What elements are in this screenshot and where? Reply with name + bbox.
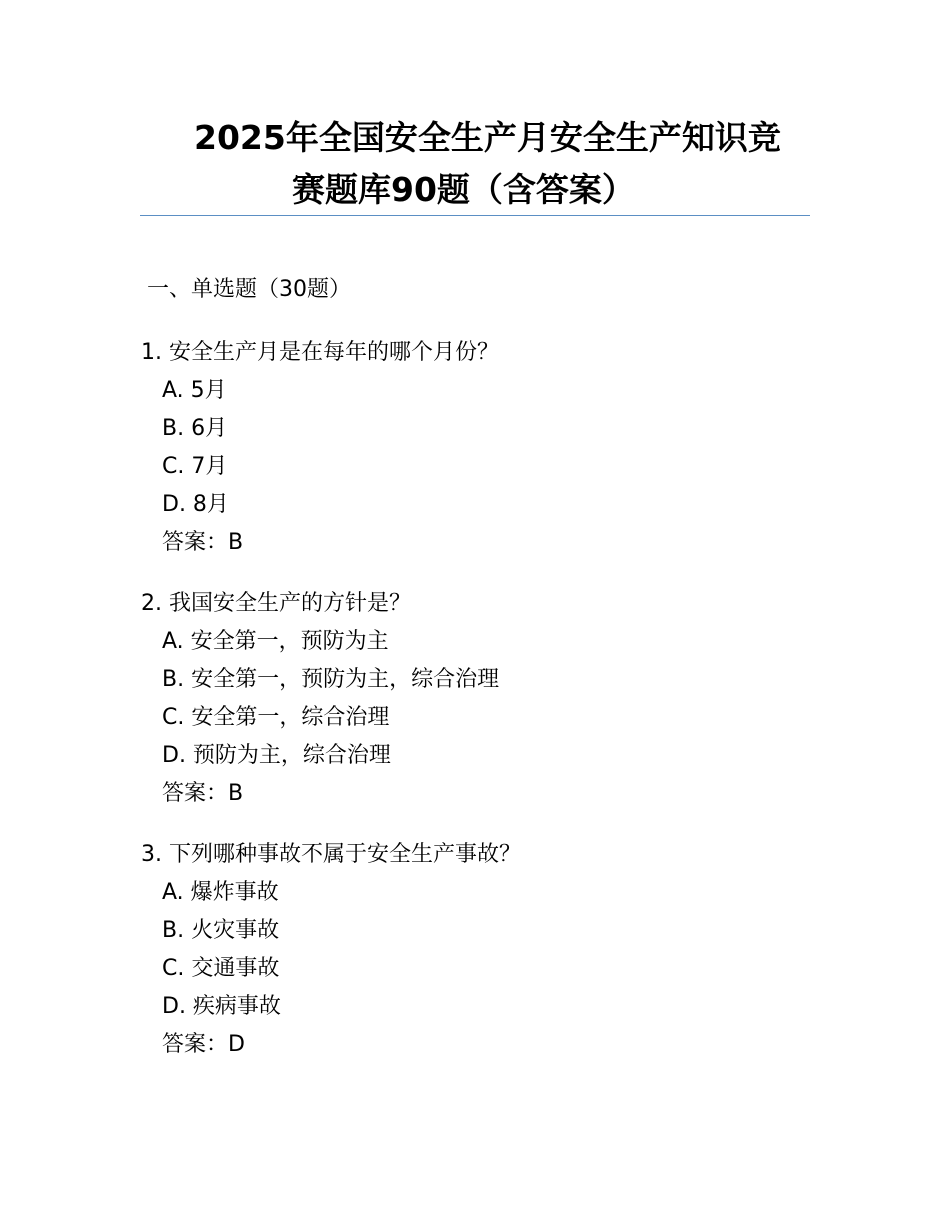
- option-a: A. 安全第一，预防为主: [162, 629, 389, 654]
- question-stem: 1. 安全生产月是在每年的哪个月份？: [141, 340, 499, 365]
- question-1: [141, 334, 821, 562]
- title-line-1: 2025年全国安全生产月安全生产知识竞: [194, 118, 781, 157]
- question-stem: 2. 我国安全生产的方针是？: [141, 591, 411, 616]
- document-title: [140, 112, 810, 216]
- question-3: [141, 836, 821, 1064]
- option-d: D. 8月: [162, 492, 229, 517]
- section-heading: 一、单选题（30题）: [147, 277, 351, 302]
- option-d: D. 预防为主，综合治理: [162, 743, 391, 768]
- option-b: B. 安全第一，预防为主，综合治理: [162, 667, 500, 692]
- option-a: A. 5月: [162, 378, 227, 403]
- option-c: C. 交通事故: [162, 956, 280, 981]
- option-b: B. 6月: [162, 416, 228, 441]
- question-2: [141, 585, 821, 813]
- answer: 答案：D: [162, 1032, 245, 1057]
- question-stem: 3. 下列哪种事故不属于安全生产事故？: [141, 842, 521, 867]
- answer: 答案：B: [162, 781, 244, 806]
- answer: 答案：B: [162, 530, 244, 555]
- option-d: D. 疾病事故: [162, 994, 281, 1019]
- option-a: A. 爆炸事故: [162, 880, 279, 905]
- option-b: B. 火灾事故: [162, 918, 280, 943]
- option-c: C. 安全第一，综合治理: [162, 705, 390, 730]
- title-underline: [140, 215, 810, 216]
- title-line-2: 赛题库90题（含答案）: [292, 170, 635, 209]
- option-c: C. 7月: [162, 454, 228, 479]
